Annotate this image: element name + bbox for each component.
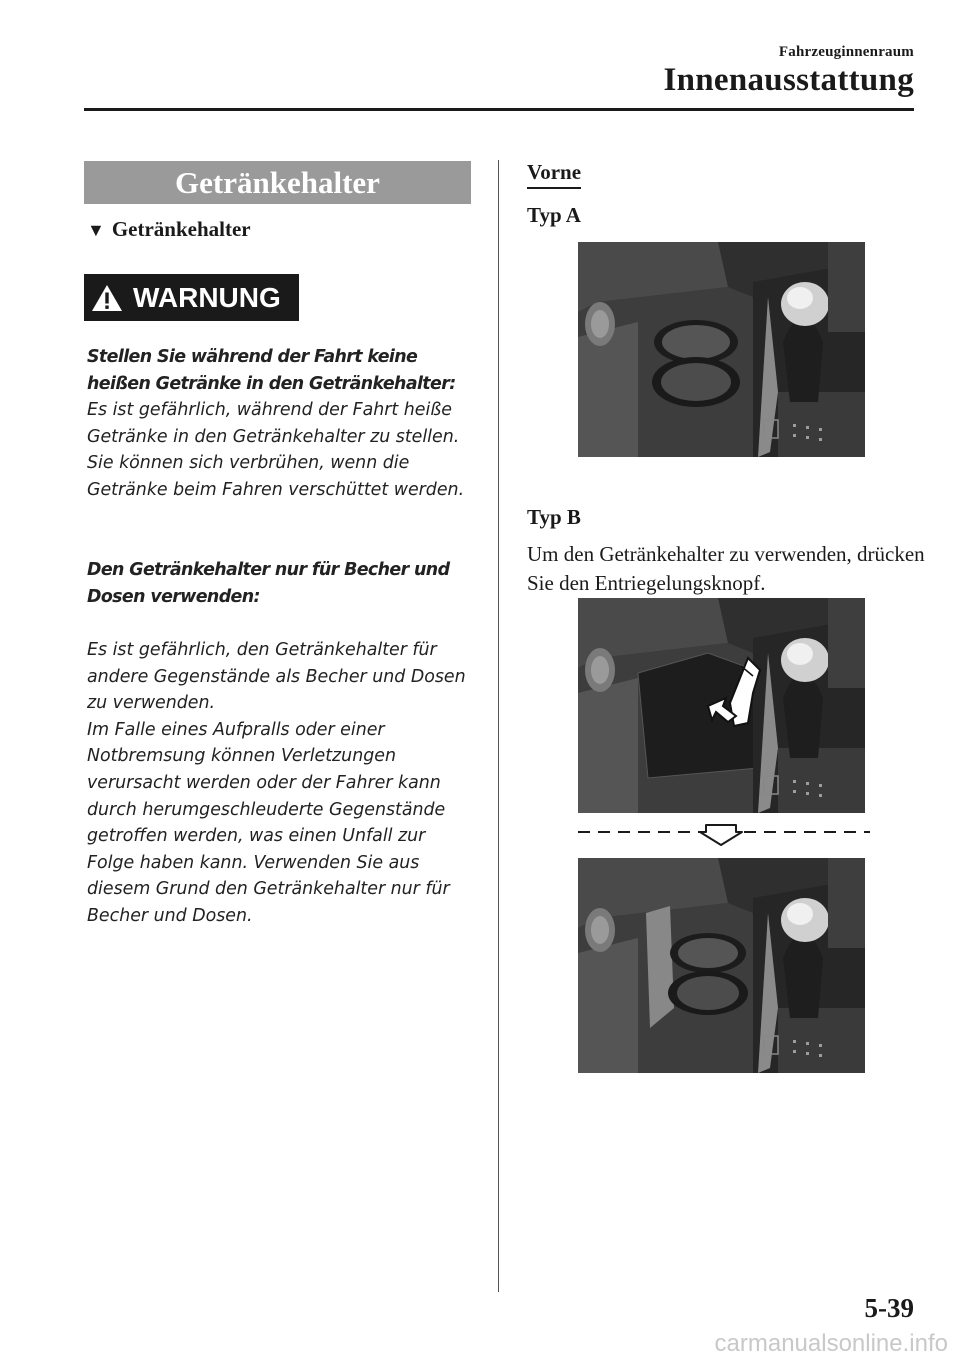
warning-body <box>87 344 477 956</box>
section-title-banner <box>84 161 471 204</box>
warning-label: WARNUNG <box>133 281 281 313</box>
page-title: Innenausstattung <box>663 62 914 98</box>
warning-text: Es ist gefährlich, während der Fahrt heiße Getränke in den Getränkehalter zu stellen. Sie können sich verbrühen, wenn die Getränke beim Fahren verschüttet werden. <box>87 400 465 500</box>
cupholder-photo-type-b-closed <box>578 598 865 813</box>
subheading <box>87 217 251 242</box>
label-type-a: Typ A <box>527 203 581 227</box>
label-front: Vorne <box>527 160 581 189</box>
section-title: Getränkehalter <box>175 164 380 200</box>
down-arrow-icon <box>578 818 870 848</box>
warning-text: Es ist gefährlich, den Getränkehalter für andere Gegenstände als Becher und Dosen zu verwenden. Im Falle eines Aufpralls oder einer Notbremsung können Verletzungen verursacht werden oder der Fahrer kann durch herumgeschleuderte Gegenstände getroffen werden, was einen Unfall zur Folge haben kann. Verwenden Sie aus diesem Grund den Getränkehalter nur für Becher und Dosen. <box>87 639 466 926</box>
header-divider <box>84 108 914 111</box>
cupholder-lid-illustration <box>578 598 865 813</box>
triangle-down-icon: ▼ <box>87 220 105 240</box>
warning-lead: Den Getränkehalter nur für Becher und Dosen verwenden: <box>87 560 450 607</box>
warning-paragraph <box>87 531 477 930</box>
column-divider <box>498 160 499 1292</box>
cupholder-open-illustration <box>578 858 865 1073</box>
page-number: 5-39 <box>864 1293 914 1323</box>
warning-triangle-icon <box>90 283 124 313</box>
warning-paragraph <box>87 344 477 504</box>
warning-lead: Stellen Sie während der Fahrt keine heißen Getränke in den Getränkehalter: <box>87 347 456 394</box>
watermark: carmanualsonline.info <box>714 1330 948 1357</box>
cupholder-photo-type-a <box>578 242 865 457</box>
cupholder-illustration <box>578 242 865 457</box>
chapter-label: Fahrzeuginnenraum <box>778 44 914 60</box>
type-b-instruction: Um den Getränkehalter zu verwenden, drücken Sie den Entriegelungsknopf. <box>527 542 925 595</box>
subheading-text: Getränkehalter <box>111 217 251 241</box>
cupholder-photo-type-b-open <box>578 858 865 1073</box>
label-type-b: Typ B <box>527 505 581 529</box>
warning-badge <box>84 274 299 321</box>
step-transition-indicator <box>578 818 870 848</box>
